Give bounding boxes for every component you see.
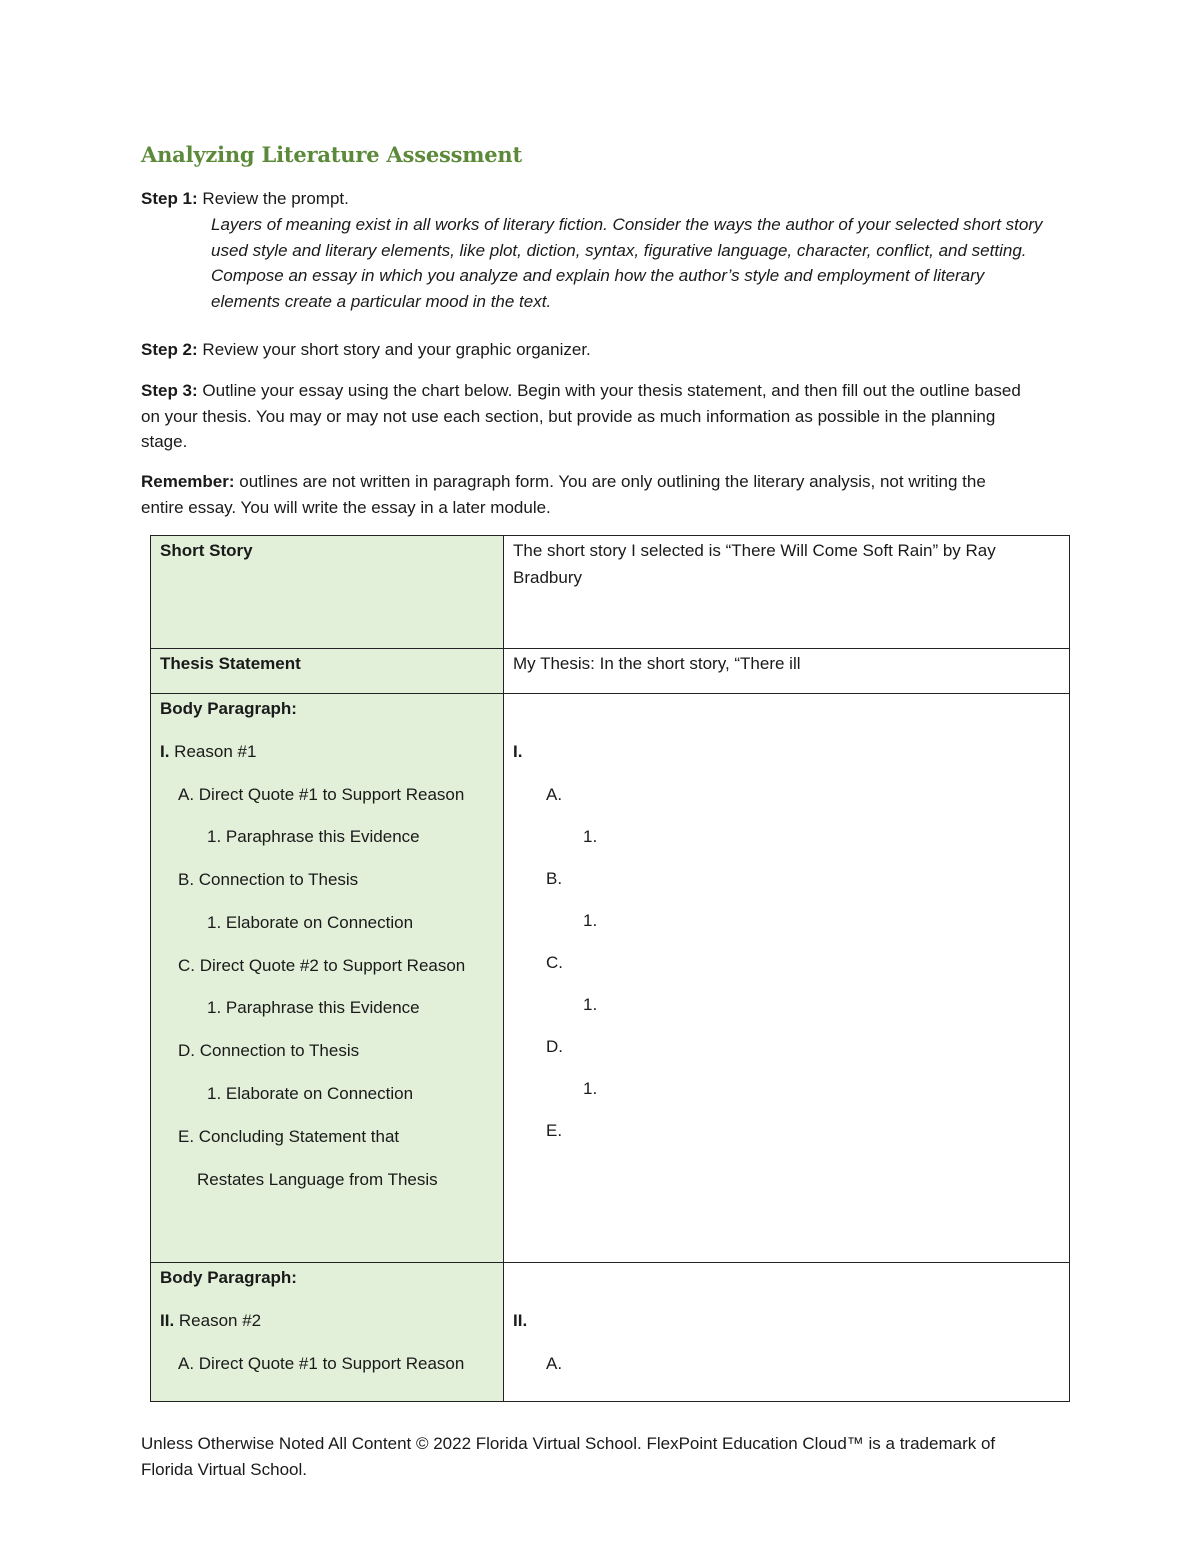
body-1-item-a1: 1. Paraphrase this Evidence <box>207 827 420 846</box>
body-1-item-c-text: C. Direct Quote #2 to Support Reason <box>178 956 466 975</box>
body-1-value-a1: 1. <box>583 827 598 846</box>
body-2-label-cell <box>151 1263 504 1402</box>
short-story-label-cell <box>151 536 504 649</box>
body-2-reason-text: Reason #2 <box>174 1311 262 1330</box>
body-1-value-b: B. <box>546 869 563 888</box>
body-1-item-e-cont: Restates Language from Thesis <box>197 1170 438 1189</box>
body-1-spacer <box>513 695 1060 722</box>
thesis-value-cell[interactable] <box>504 649 1070 694</box>
short-story-value-cell[interactable] <box>504 536 1070 649</box>
step-1-label: Step 1: <box>141 189 198 208</box>
body-1-value-c1: 1. <box>583 995 598 1014</box>
body-1-value-d: D. <box>546 1037 563 1056</box>
body-1-value-i: I. <box>513 742 523 761</box>
body-1-item-d1: 1. Elaborate on Connection <box>207 1084 414 1103</box>
step-3-text: Outline your essay using the chart below. Begin with your thesis statement, and then fill out the outline based on your thesis. You may or may not use each section, but provide as much information as possible in the planning stage. <box>141 381 1021 451</box>
remember-text: outlines are not written in paragraph form. You are only outlining the literary analysis, not writing the entire essay. You will write the essay in a later module. <box>141 472 986 517</box>
body-1-value-c: C. <box>546 953 563 972</box>
body-1-heading: Body Paragraph: <box>160 699 297 718</box>
row-body-2 <box>151 1263 1070 1402</box>
body-1-reason-num: I. <box>160 742 170 761</box>
body-2-value-ii: II. <box>513 1311 528 1330</box>
step-1 <box>141 186 1021 212</box>
body-2-heading: Body Paragraph: <box>160 1268 297 1287</box>
step-2-text: Review your short story and your graphic organizer. <box>197 340 591 359</box>
body-2-reason <box>160 1307 494 1334</box>
body-2-item-a-text: A. Direct Quote #1 to Support Reason <box>178 1354 465 1373</box>
outline-table <box>150 535 1070 1402</box>
thesis-label-cell <box>151 649 504 694</box>
body-1-label-cell <box>151 694 504 1263</box>
body-1-item-c1: 1. Paraphrase this Evidence <box>207 998 420 1017</box>
body-1-value-e: E. <box>546 1121 563 1140</box>
remember-label: Remember: <box>141 472 235 491</box>
body-1-reason <box>160 738 494 765</box>
prompt-text: Layers of meaning exist in all works of literary fiction. Consider the ways the author of your selected short story used style and literary elements, like plot, diction, syntax, figurative language, character, conflict, and setting. Compose an essay in which you analyze and explain how the author’s style and employment of literary elements create a particular mood in the text. <box>211 215 1043 311</box>
body-1-value-a: A. <box>546 785 563 804</box>
body-1-value-cell[interactable] <box>504 694 1070 1263</box>
body-1-item-e: E. Concluding Statement that <box>178 1127 400 1146</box>
body-2-value-a: A. <box>546 1354 563 1373</box>
step-3 <box>141 378 1021 455</box>
thesis-value: My Thesis: In the short story, “There ill <box>513 654 801 673</box>
body-2-item-a <box>160 1350 494 1377</box>
body-2-value-cell[interactable] <box>504 1263 1070 1402</box>
step-1-text: Review the prompt. <box>197 189 349 208</box>
body-1-item-d: D. Connection to Thesis <box>178 1041 360 1060</box>
body-1-value-b1: 1. <box>583 911 598 930</box>
body-1-item-b1: 1. Elaborate on Connection <box>207 913 414 932</box>
row-short-story <box>151 536 1070 649</box>
body-1-item-a <box>160 781 494 808</box>
body-2-spacer <box>513 1264 1060 1291</box>
remember-note <box>141 469 1021 520</box>
row-body-1 <box>151 694 1070 1263</box>
footer-copyright: Unless Otherwise Noted All Content © 2022 Florida Virtual School. FlexPoint Education Cloud™ is a trademark of Florida Virtual School. <box>141 1434 996 1479</box>
short-story-value: The short story I selected is “There Will Come Soft Rain” by Ray Bradbury <box>513 541 996 587</box>
body-1-item-b: B. Connection to Thesis <box>178 870 359 889</box>
thesis-label: Thesis Statement <box>160 654 301 673</box>
short-story-label: Short Story <box>160 541 253 560</box>
step-2 <box>141 337 1021 363</box>
page-title: Analyzing Literature Assessment <box>141 142 522 167</box>
body-2-reason-num: II. <box>160 1311 175 1330</box>
row-thesis <box>151 649 1070 694</box>
step-2-label: Step 2: <box>141 340 198 359</box>
body-1-reason-text: Reason #1 <box>169 742 257 761</box>
body-1-item-a-text: A. Direct Quote #1 to Support Reason <box>178 785 465 804</box>
body-1-value-d1: 1. <box>583 1079 598 1098</box>
body-1-item-c <box>160 952 494 979</box>
step-3-label: Step 3: <box>141 381 198 400</box>
